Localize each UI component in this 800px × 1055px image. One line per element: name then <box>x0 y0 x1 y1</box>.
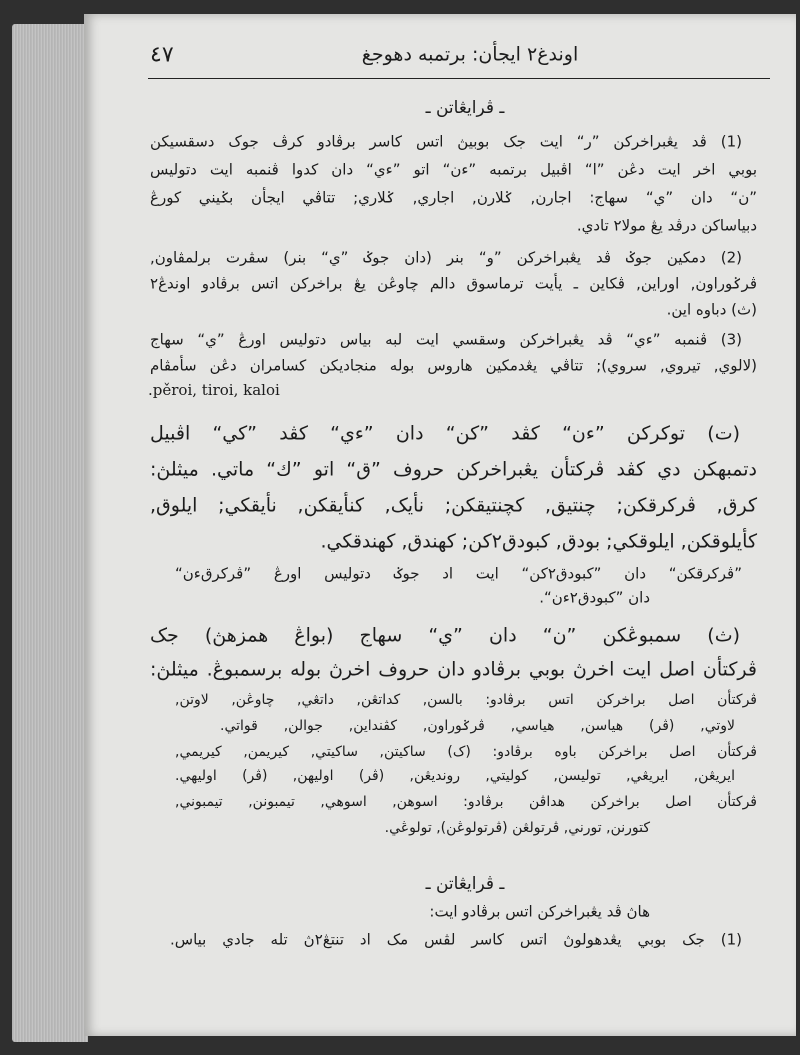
book-page-edges <box>12 24 88 1042</box>
section-heading: ـ ڤرايڠاتن ـ <box>425 97 505 118</box>
note-line: (1) ڤد يڠبراخرکن ”ر“ ايت جک بوبيڽ اتس کاسر برڤادو کرڤ جوک دسقسيکن <box>150 132 742 151</box>
header-rule <box>148 78 770 79</box>
rule-line: (ت) توکرکن ”ءن“ کڤد ”کن“ دان ”ءي“ کڤد ”کي“ اڤبيل <box>150 422 740 445</box>
section-heading: ـ ڤرايڠاتن ـ <box>425 873 505 894</box>
note-line: ”ن“ دان ”ي“ سهاج: اجارن, ݢلارن, اجاري, ݢلاري; تتاڤي ايجأن بݢيني کورڠ <box>150 188 757 207</box>
note-line: دبياساکن درڤد يڠ مولا٢ تادي. <box>576 216 757 235</box>
rule-line: کأيلوقکن, ايلوقکي; بودق, کبودق٢کن; کهندق, کهندقکي. <box>320 530 757 553</box>
example-line: کتورنن, تورني, ڤرتولڠن (ڤرتولوڠن), تولوڠي. <box>384 819 650 836</box>
note-line: (ث) دباوه اين. <box>666 300 757 319</box>
example-line: ڤرکتأن اصل براخرکن هداڤن برڤادو: اسوهن, اسوهي, تيمبونن, تيمبوني, <box>175 793 757 810</box>
example-line: ڤرکتأن اصل براخرکن اتس برڤادو: بالسن, کداتڠن, داتڠي, چاوڠن, لاوتن, <box>175 691 757 708</box>
page-number: ٤٧ <box>150 42 174 68</box>
note-line: (لالوي, تيروي, سروي); تتاڤي يڠدمکين هاروس بوله منجاديکن کسامران دڠن سأمڤام <box>150 356 757 375</box>
rule-line: (ث) سمبوڠکن ”ن“ دان ”ي“ سهاج (بواڠ همزهڽ) جک <box>150 624 740 647</box>
exercise-line: (1) جک بوبي يڠدهولوڽ اتس کاسر لڤس مک اد تنتڠ٢ڽ تله جادي بياس. <box>170 930 742 949</box>
rule-line: کرق, ڤرکرقکن; چنتيق, کچنتيقکن; نأيک, کنأيقکن, نأيقکي; ايلوق, <box>150 494 757 517</box>
rule-line: دتمبهکن دي کڤد ڤرکتأن يڠبراخرکن حروف ”ق“ اتو ”ك“ ماتي. ميثلڽ: <box>150 458 757 481</box>
rule-line: ڤرکتأن اصل ايت اخرڽ بوبي برڤادو دان حروف اخرڽ بوله برسمبوڠ. ميثلڽ: <box>150 658 757 681</box>
note-line: (2) دمکين جوݢ ڤد يڠبراخرکن ”و“ بنر (دان جوݢ ”ي“ بنر) سڤرت برلمڤاون, <box>150 248 742 267</box>
exercise-intro: هاڽ ڤد يڠبراخرکن اتس برڤادو ايت: <box>429 902 650 921</box>
note-line: ڤرݢوراون, اوراين, ڤکاين ـ يأيت ترماسوق دالم چاوڠن يڠ براخرکن اتس برڤادو اوندڠ٢ <box>150 274 757 293</box>
example-line: ايريڠن, ايريڠي, توليسن, کوليتي, رونديڠن, (ڤر) اوليهن, (ڤر) اوليهي. <box>175 767 735 784</box>
note-line: بوبي اخر ايت دڠن ”ا“ اڤبيل برتمبه ”ءن“ اتو ”ءي“ دان کدوا ڤنمبه ايت دتوليس <box>150 160 757 179</box>
note-line: ”ڤرکرقکن“ دان ”کبودق٢کن“ ايت اد جوݢ دتوليس اورڠ ”ڤرکرقءن“ <box>175 564 742 583</box>
example-line: ڤرکتأن اصل براخرکن باوه برڤادو: (ک) ساکيتن, ساکيتي, کيريمن, کيريمي, <box>175 743 757 760</box>
running-title: اوندغ٢ ايجأن: برتمبه دهوجغ <box>361 43 579 66</box>
note-line: دان ”کبودق٢ءن“. <box>539 588 650 607</box>
example-line: لاوتي, (ڤر) هياسن, هياسي, ڤرݢوراون, کڤنداين, جوالن, قواتي. <box>220 717 735 734</box>
note-line: (3) ڤنمبه ”ءي“ ڤد يڠبراخرکن وسقسي ايت لبه بياس دتوليس اورڠ ”ي“ سهاج <box>150 330 742 349</box>
latin-examples: .pěroi, tiroi, kaloi <box>148 381 280 399</box>
